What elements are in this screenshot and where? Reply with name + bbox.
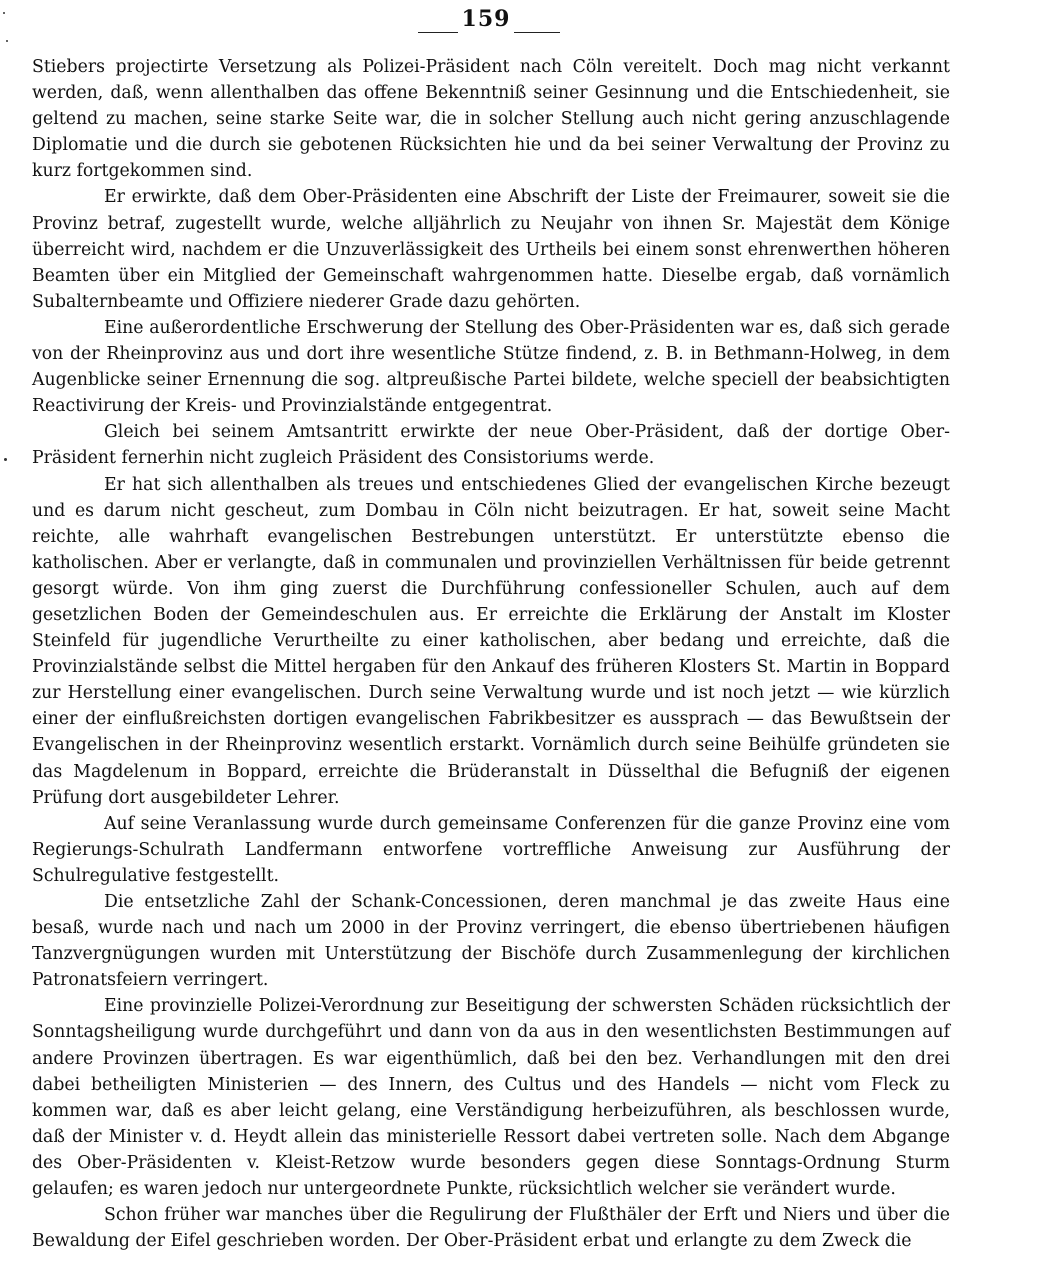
paragraph-5: Er hat sich allenthalben als treues und entschiedenes Glied der evangelischen Kirche bezeugt und es darum nicht gescheut, zum Dombau in Cöln nicht beizutragen. Er hat, soweit seine Macht reichte, alle wahrhaft evangelischen Bestrebungen unterstützt. Er unterstützte ebenso die katholischen. Aber er verlangte, daß in communalen und provinziellen Verhältnissen für beide getrennt gesorgt würde. Von ihm ging zuerst die Durchführung confessioneller Schulen, auch auf dem gesetzlichen Boden der Gemeindeschulen aus. Er erreichte die Erklärung der Anstalt im Kloster Steinfeld für jugendliche Verurtheilte zu einer katholischen, aber bedang und erreichte, daß die Provinzialstände selbst die Mittel hergaben für den Ankauf des früheren Klosters St. Martin in Boppard zur Herstellung einer evangelischen. Durch seine Verwaltung wurde und ist noch jetzt — wie kürzlich einer der einflußreichsten dortigen evangelischen Fabrikbesitzer es aussprach — das Bewußtsein der Evangelischen in der Rheinprovinz wesentlich erstarkt. Vornämlich durch seine Beihülfe gründeten sie das Magdelenum in Boppard, erreichte die Brüderanstalt in Düsselthal die Befugniß der eigenen Prüfung dort ausgebildeter Lehrer. bbox=[32, 474, 950, 808]
paragraph-7: Die entsetzliche Zahl der Schank-Concessionen, deren manchmal je das zweite Haus eine besaß, wurde nach und nach um 2000 in der Provinz verringert, die ebenso übertriebenen häufigen Tanzvergnügungen wurden mit Unterstützung der Bischöfe durch Zusammenlegung der kirchlichen Patronatsfeiern verringert. bbox=[32, 892, 950, 991]
paragraph-1: Stiebers projectirte Versetzung als Polizei-Präsident nach Cöln vereitelt. Doch mag nicht verkannt werden, daß, wenn allenthalben das offene Bekenntniß seiner Gesinnung und die Entschiedenheit, sie geltend zu machen, seine starke Seite war, die in solcher Stellung auch nicht gering anzuschlagende Diplomatie und die durch sie gebotenen Rücksichten hie und da bei seiner Verwaltung der Provinz zu kurz fortgekommen sind. bbox=[32, 57, 950, 182]
scan-speck bbox=[6, 40, 8, 42]
body-text bbox=[32, 54, 950, 1254]
header-rule-right bbox=[514, 32, 560, 33]
scan-speck bbox=[4, 458, 7, 461]
page-header bbox=[0, 6, 1038, 36]
header-rule-left bbox=[418, 32, 458, 33]
paragraph-6: Auf seine Veranlassung wurde durch gemeinsame Conferenzen für die ganze Provinz eine vom Regierungs-Schulrath Landfermann entworfene vortreffliche Anweisung zur Ausführung der Schulregulative festgestellt. bbox=[32, 813, 950, 886]
paragraph-2: Er erwirkte, daß dem Ober-Präsidenten eine Abschrift der Liste der Freimaurer, soweit sie die Provinz betraf, zugestellt wurde, welche alljährlich zu Neujahr von ihnen Sr. Majestät dem Könige überreicht wird, nachdem er die Unzuverlässigkeit des Urtheils bei einem sonst ehrenwerthen höheren Beamten über ein Mitglied der Gemeinschaft wahrgenommen hatte. Dieselbe ergab, daß vornämlich Subalternbeamte und Offiziere niederer Grade dazu gehörten. bbox=[32, 187, 950, 312]
paragraph-8: Eine provinzielle Polizei-Verordnung zur Beseitigung der schwersten Schäden rücksichtlich der Sonntagsheiligung wurde durchgeführt und dann von da aus in den wesentlichsten Bestimmungen auf andere Provinzen übertragen. Es war eigenthümlich, daß bei den bez. Verhandlungen mit den drei dabei betheiligten Ministerien — des Innern, des Cultus und des Handels — nicht vom Fleck zu kommen war, daß es aber leicht gelang, eine Verständigung herbeizuführen, als beschlossen wurde, daß der Minister v. d. Heydt allein das ministerielle Ressort dabei vertreten solle. Nach dem Abgange des Ober-Präsidenten v. Kleist-Retzow wurde besonders gegen diese Sonntags-Ordnung Sturm gelaufen; es waren jedoch nur untergeordnete Punkte, rücksichtlich welcher sie verändert wurde. bbox=[32, 996, 950, 1200]
paragraph-9: Schon früher war manches über die Regulirung der Flußthäler der Erft und Niers und über die Bewaldung der Eifel geschrieben worden. Der Ober-Präsident erbat und erlangte zu dem Zweck die bbox=[32, 1205, 950, 1252]
paragraph-3: Eine außerordentliche Erschwerung der Stellung des Ober-Präsidenten war es, daß sich gerade von der Rheinprovinz aus und dort ihre wesentliche Stütze findend, z. B. in Bethmann-Holweg, in dem Augenblicke seiner Ernennung die sog. altpreußische Partei bildete, welche speciell der beabsichtigten Reactivirung der Kreis- und Provinzialstände entgegentrat. bbox=[32, 317, 950, 417]
scan-speck bbox=[3, 12, 5, 14]
page-number: 159 bbox=[461, 6, 511, 32]
paragraph-4: Gleich bei seinem Amtsantritt erwirkte der neue Ober-Präsident, daß der dortige Ober-Präsident fernerhin nicht zugleich Präsident des Consistoriums werde. bbox=[32, 422, 950, 469]
